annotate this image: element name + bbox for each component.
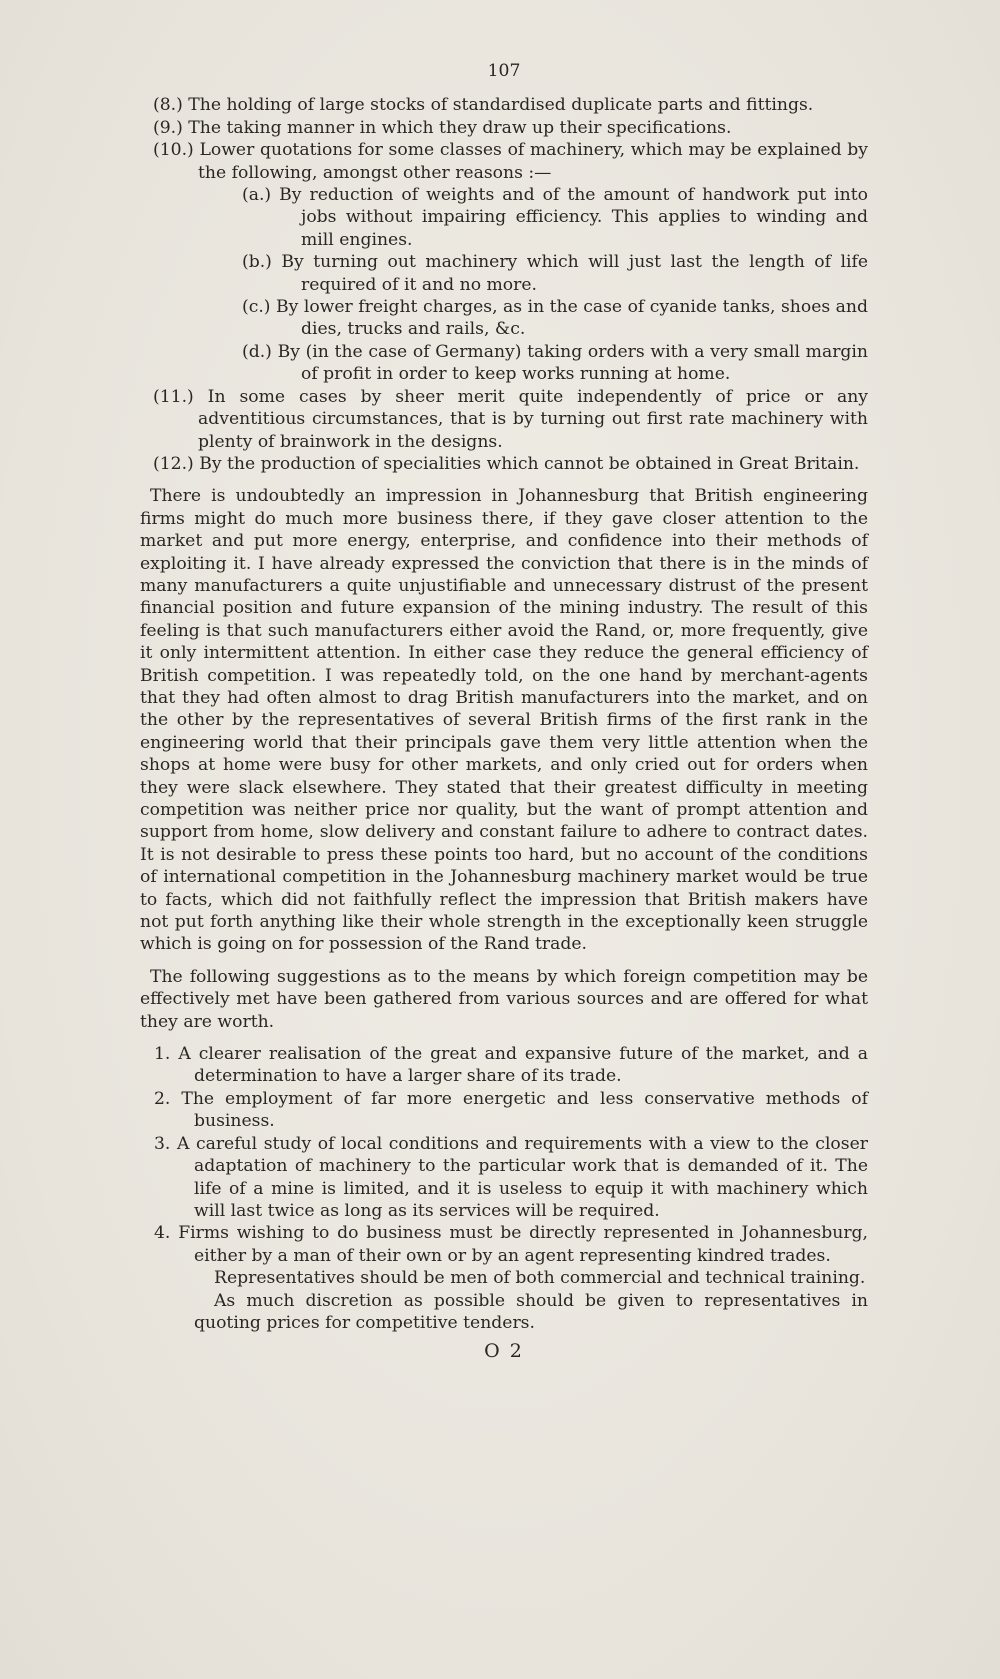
sub-list-item-text: By lower freight charges, as in the case of cyanide tanks, shoes and dies, trucks and rails, &c. xyxy=(276,297,868,340)
list-item xyxy=(140,386,868,453)
sub-list-item-label: (c.) xyxy=(242,297,271,318)
list-item-text: In some cases by sheer merit quite independently of price or any adventitious circumstances, that is by turning out first rate machinery with plenty of brainwork in the designs. xyxy=(198,386,868,452)
list-item-text: The taking manner in which they draw up their specifications. xyxy=(188,117,732,138)
list-item-label: (11.) xyxy=(153,386,194,407)
footer-signature: O 2 xyxy=(484,1340,524,1363)
numbered-item-label: 4. xyxy=(154,1223,171,1244)
list-item xyxy=(140,117,868,139)
page-content xyxy=(140,60,868,1363)
sub-paragraph: Representatives should be men of both commercial and technical training. xyxy=(214,1268,866,1289)
sub-list-item xyxy=(140,184,868,251)
numbered-item-label: 2. xyxy=(154,1088,171,1109)
list-item-label: (12.) xyxy=(153,453,194,474)
spacer xyxy=(140,475,868,485)
list-item-text: By the production of specialities which cannot be obtained in Great Britain. xyxy=(199,453,860,474)
list-item-text: The holding of large stocks of standardised duplicate parts and fittings. xyxy=(188,95,814,116)
spacer xyxy=(140,1033,868,1043)
body-paragraph: The following suggestions as to the means by which foreign competition may be effectively met have been gathered from various sources and are offered for what they are worth. xyxy=(140,966,868,1032)
list-item-label: (8.) xyxy=(153,95,183,116)
list-item-label: (9.) xyxy=(153,117,183,138)
sub-list-item-label: (b.) xyxy=(242,252,272,273)
sub-list-item xyxy=(140,296,868,341)
sub-list-item-text: By reduction of weights and of the amount of handwork put into jobs without impairing efficiency. This applies to winding and mill engines. xyxy=(279,185,869,250)
numbered-item xyxy=(140,1133,868,1223)
numbered-item xyxy=(140,1088,868,1133)
numbered-item-text: A careful study of local conditions and requirements with a view to the closer adaptation of machinery to the particular work that is demanded of it. The life of a mine is limited, and it is useless to equip it with machinery which will last twice as long as its services will be required. xyxy=(176,1133,868,1221)
numbered-item-label: 1. xyxy=(154,1044,171,1065)
numbered-item-text: Firms wishing to do business must be directly represented in Johannesburg, either by a man of their own or by an agent representing kindred trades. xyxy=(178,1223,868,1266)
sub-list-item-label: (d.) xyxy=(242,341,272,362)
list-item-text: Lower quotations for some classes of machinery, which may be explained by the following, amongst other reasons :— xyxy=(198,140,868,183)
sub-list-item-text: By turning out machinery which will just last the length of life required of it and no more. xyxy=(281,252,869,295)
sub-list-item-text: By (in the case of Germany) taking orders with a very small margin of profit in order to keep works running at home. xyxy=(277,341,868,385)
list-item xyxy=(140,453,868,475)
numbered-item-text: The employment of far more energetic and less conservative methods of business. xyxy=(181,1088,868,1132)
sub-list-item-label: (a.) xyxy=(242,185,272,206)
spacer xyxy=(140,956,868,966)
page-number: 107 xyxy=(487,61,521,81)
sub-paragraph: As much discretion as possible should be given to representatives in quoting prices for competitive tenders. xyxy=(194,1290,868,1333)
numbered-item-text: A clearer realisation of the great and expansive future of the market, and a determination to have a larger share of its trade. xyxy=(178,1044,868,1087)
sub-list-item xyxy=(140,341,868,386)
sub-list-item xyxy=(140,251,868,296)
list-item xyxy=(140,139,868,184)
numbered-item xyxy=(140,1222,868,1267)
numbered-item-label: 3. xyxy=(154,1133,171,1154)
list-item-label: (10.) xyxy=(153,140,194,161)
numbered-item xyxy=(140,1043,868,1088)
body-paragraph: There is undoubtedly an impression in Johannesburg that British engineering firms might do much more business there, if they gave closer attention to the market and put more energy, enterprise, and confidence into their methods of exploiting it. I have already expressed the conviction that there is in the minds of many manufacturers a quite unjustifiable and unnecessary distrust of the present financial position and future expansion of the mining industry. The result of this feeling is that such manufacturers either avoid the Rand, or, more frequently, give it only intermittent attention. In either case they reduce the general efficiency of British competition. I was repeatedly told, on the one hand by merchant-agents that they had often almost to drag British manufacturers into the market, and on the other by the representatives of several British firms of the first rank in the engineering world that their principals gave them very little attention when the shops at home were busy for other markets, and only cried out for orders when they were slack elsewhere. They stated that their greatest difficulty in meeting competition was neither price nor quality, but the want of prompt attention and support from home, slow delivery and constant failure to adhere to contract dates. It is not desirable to press these points too hard, but no account of the conditions of international competition in the Johannesburg machinery market would be true to facts, which did not faithfully reflect the impression that British makers have not put forth anything like their whole strength in the exceptionally keen struggle which is going on for possession of the Rand trade. xyxy=(140,486,868,955)
list-item xyxy=(140,94,868,116)
